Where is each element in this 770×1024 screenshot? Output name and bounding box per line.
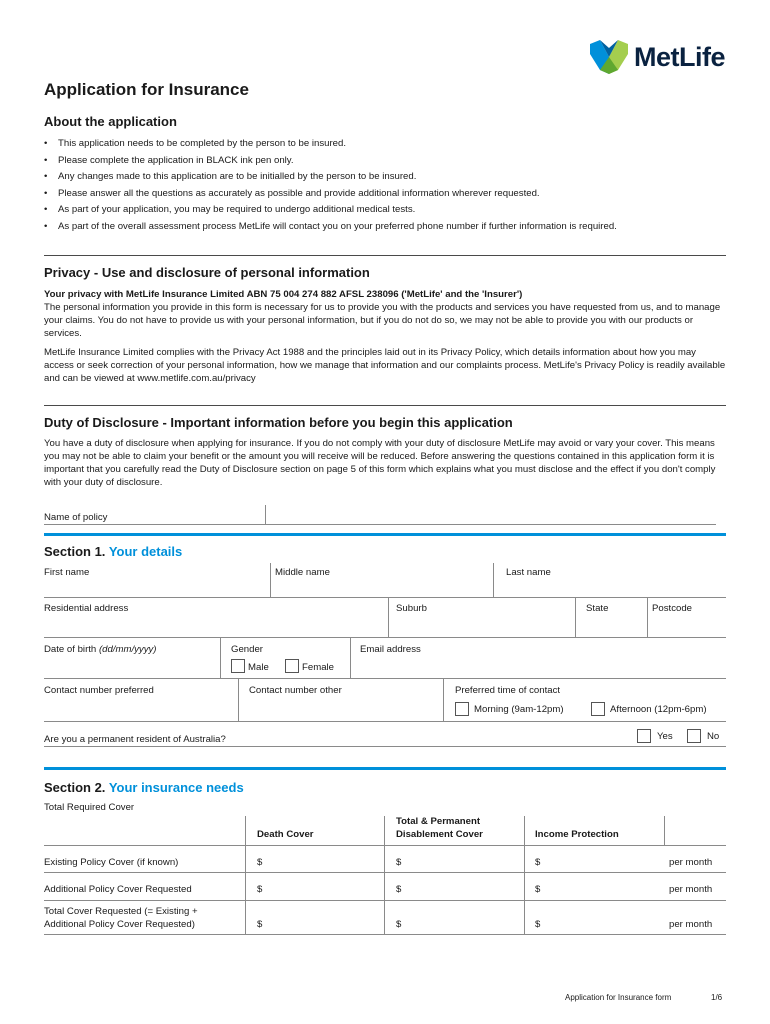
field-divider: [265, 505, 266, 525]
col-tpd-line-2: Disablement Cover: [396, 829, 483, 840]
field-divider: [493, 563, 494, 597]
divider: [44, 405, 726, 406]
list-item: • Please complete the application in BLACK ink pen only.: [44, 153, 617, 170]
list-item: • Please answer all the questions as accurately as possible and provide additional information wherever requested.: [44, 186, 617, 203]
table-header-line: [44, 845, 726, 846]
metlife-logo: [590, 40, 725, 74]
field-divider: [270, 563, 271, 597]
income-existing[interactable]: $: [535, 857, 541, 868]
name-field-line[interactable]: [44, 597, 726, 598]
morning-label: Morning (9am-12pm): [474, 704, 564, 715]
field-divider: [443, 678, 444, 721]
about-bullets: [44, 136, 617, 235]
table-divider: [245, 872, 246, 900]
section-name: Your insurance needs: [108, 780, 244, 795]
residential-address-label: Residential address: [44, 603, 129, 614]
preferred-time-label: Preferred time of contact: [455, 685, 561, 696]
policy-name-label: Name of policy: [44, 512, 108, 523]
afternoon-label: Afternoon (12pm-6pm): [610, 704, 707, 715]
tpd-cover-additional[interactable]: $: [396, 884, 402, 895]
tpd-cover-total[interactable]: $: [396, 919, 402, 930]
field-divider: [350, 637, 351, 678]
privacy-heading: Privacy - Use and disclosure of personal information: [44, 265, 370, 280]
middle-name-label: Middle name: [275, 567, 330, 578]
resident-no-checkbox[interactable]: [687, 729, 701, 743]
col-death-cover: Death Cover: [257, 829, 314, 840]
table-row-label-line-2: Additional Policy Cover Requested): [44, 919, 195, 930]
table-divider: [524, 845, 525, 872]
female-label: Female: [302, 662, 334, 673]
field-divider: [575, 597, 576, 637]
income-total[interactable]: $: [535, 919, 541, 930]
death-cover-existing[interactable]: $: [257, 857, 263, 868]
female-checkbox[interactable]: [285, 659, 299, 673]
afternoon-checkbox[interactable]: [591, 702, 605, 716]
field-divider: [647, 597, 648, 637]
income-additional[interactable]: $: [535, 884, 541, 895]
table-divider: [384, 872, 385, 900]
table-divider: [245, 900, 246, 934]
footer-form-name: Application for Insurance form: [565, 993, 672, 1002]
table-divider: [524, 816, 525, 845]
resident-yes-checkbox[interactable]: [637, 729, 651, 743]
metlife-logo-icon: [590, 40, 628, 74]
table-divider: [384, 816, 385, 845]
gender-label: Gender: [231, 644, 263, 655]
tpd-cover-existing[interactable]: $: [396, 857, 402, 868]
col-income-protection: Income Protection: [535, 829, 619, 840]
table-divider: [384, 900, 385, 934]
resident-question: Are you a permanent resident of Australia?: [44, 734, 226, 745]
dob-text: Date of birth: [44, 644, 97, 655]
table-divider: [384, 845, 385, 872]
privacy-para-2: MetLife Insurance Limited complies with the Privacy Act 1988 and the principles laid out in its Privacy Policy, which details information about how you may access or seek correction of your personal information, how we manage that information and our complaints process. MetLife's Privacy Policy is readily available and can be viewed at www.metlife.com.au/privacy: [44, 347, 726, 384]
table-divider: [524, 872, 525, 900]
death-cover-total[interactable]: $: [257, 919, 263, 930]
page-title: Application for Insurance: [44, 80, 249, 99]
male-checkbox[interactable]: [231, 659, 245, 673]
contact-other-label: Contact number other: [249, 685, 342, 696]
last-name-label: Last name: [506, 567, 551, 578]
privacy-lead: Your privacy with MetLife Insurance Limited ABN 75 004 274 882 AFSL 238096 ('MetLife' and the 'Insurer'): [44, 289, 523, 300]
resident-yes-label: Yes: [657, 731, 673, 742]
disclosure-heading: Duty of Disclosure - Important information before you begin this application: [44, 415, 513, 430]
list-item: • Any changes made to this application are to be initialled by the person to be insured.: [44, 169, 617, 186]
first-name-label: First name: [44, 567, 90, 578]
field-divider: [388, 597, 389, 637]
list-item: • As part of your application, you may be required to undergo additional medical tests.: [44, 202, 617, 219]
table-divider: [664, 816, 665, 845]
section-1-title: [44, 544, 182, 559]
about-heading: About the application: [44, 114, 177, 129]
suburb-label: Suburb: [396, 603, 427, 614]
contact-field-line[interactable]: [44, 721, 726, 722]
address-field-line[interactable]: [44, 637, 726, 638]
contact-preferred-label: Contact number preferred: [44, 685, 154, 696]
postcode-label: Postcode: [652, 603, 693, 614]
dob-label: [44, 644, 157, 655]
list-item: • This application needs to be completed by the person to be insured.: [44, 136, 617, 153]
dob-field-line[interactable]: [44, 678, 726, 679]
policy-name-field[interactable]: [44, 524, 716, 525]
resident-field-line: [44, 746, 726, 747]
table-row-label: Additional Policy Cover Requested: [44, 884, 192, 895]
field-divider: [220, 637, 221, 678]
field-divider: [238, 678, 239, 721]
morning-checkbox[interactable]: [455, 702, 469, 716]
unit-label: per month: [669, 857, 713, 868]
unit-label: per month: [669, 919, 713, 930]
list-item: • As part of the overall assessment process MetLife will contact you on your preferred phone number if further information is required.: [44, 219, 617, 236]
table-row-label: Total Cover Requested (= Existing +: [44, 906, 198, 917]
email-label: Email address: [360, 644, 421, 655]
section-divider: [44, 533, 726, 536]
death-cover-additional[interactable]: $: [257, 884, 263, 895]
total-required-label: Total Required Cover: [44, 802, 135, 813]
table-row-label: Existing Policy Cover (if known): [44, 857, 179, 868]
dob-format: (dd/mm/yyyy): [98, 644, 157, 655]
table-divider: [245, 816, 246, 845]
male-label: Male: [248, 662, 269, 673]
footer-page-number: 1/6: [711, 993, 723, 1002]
resident-no-label: No: [707, 731, 720, 742]
section-number: Section 1.: [44, 544, 106, 559]
table-row-line: [44, 900, 726, 901]
unit-label: per month: [669, 884, 713, 895]
section-divider: [44, 767, 726, 770]
section-number: Section 2.: [44, 780, 106, 795]
table-row-line: [44, 872, 726, 873]
privacy-para-1: The personal information you provide in this form is necessary for us to provide you with the products and services you have requested from us, and to manage your claims. You do not have to provide us with your personal information, but if you do not do so, we may not be able to provide you with our products or services.: [44, 302, 721, 339]
disclosure-para: You have a duty of disclosure when applying for insurance. If you do not comply with your duty of disclosure MetLife may avoid or vary your cover. This means you may not be able to claim your benefit or the amount you will receive will be reduced. Before answering the questions contained in this application form it is important that you carefully read the Duty of Disclosure section on page 5 of this form which explains what you must disclose and the effect if you don't comply with your duty of disclosure.: [44, 438, 716, 488]
state-label: State: [586, 603, 609, 614]
section-2-title: [44, 780, 244, 795]
col-tpd-line-1: Total & Permanent: [396, 816, 481, 827]
table-row-line: [44, 934, 726, 935]
divider: [44, 255, 726, 256]
section-name: Your details: [108, 544, 183, 559]
table-divider: [245, 845, 246, 872]
brand-name: MetLife: [634, 41, 725, 72]
table-divider: [524, 900, 525, 934]
